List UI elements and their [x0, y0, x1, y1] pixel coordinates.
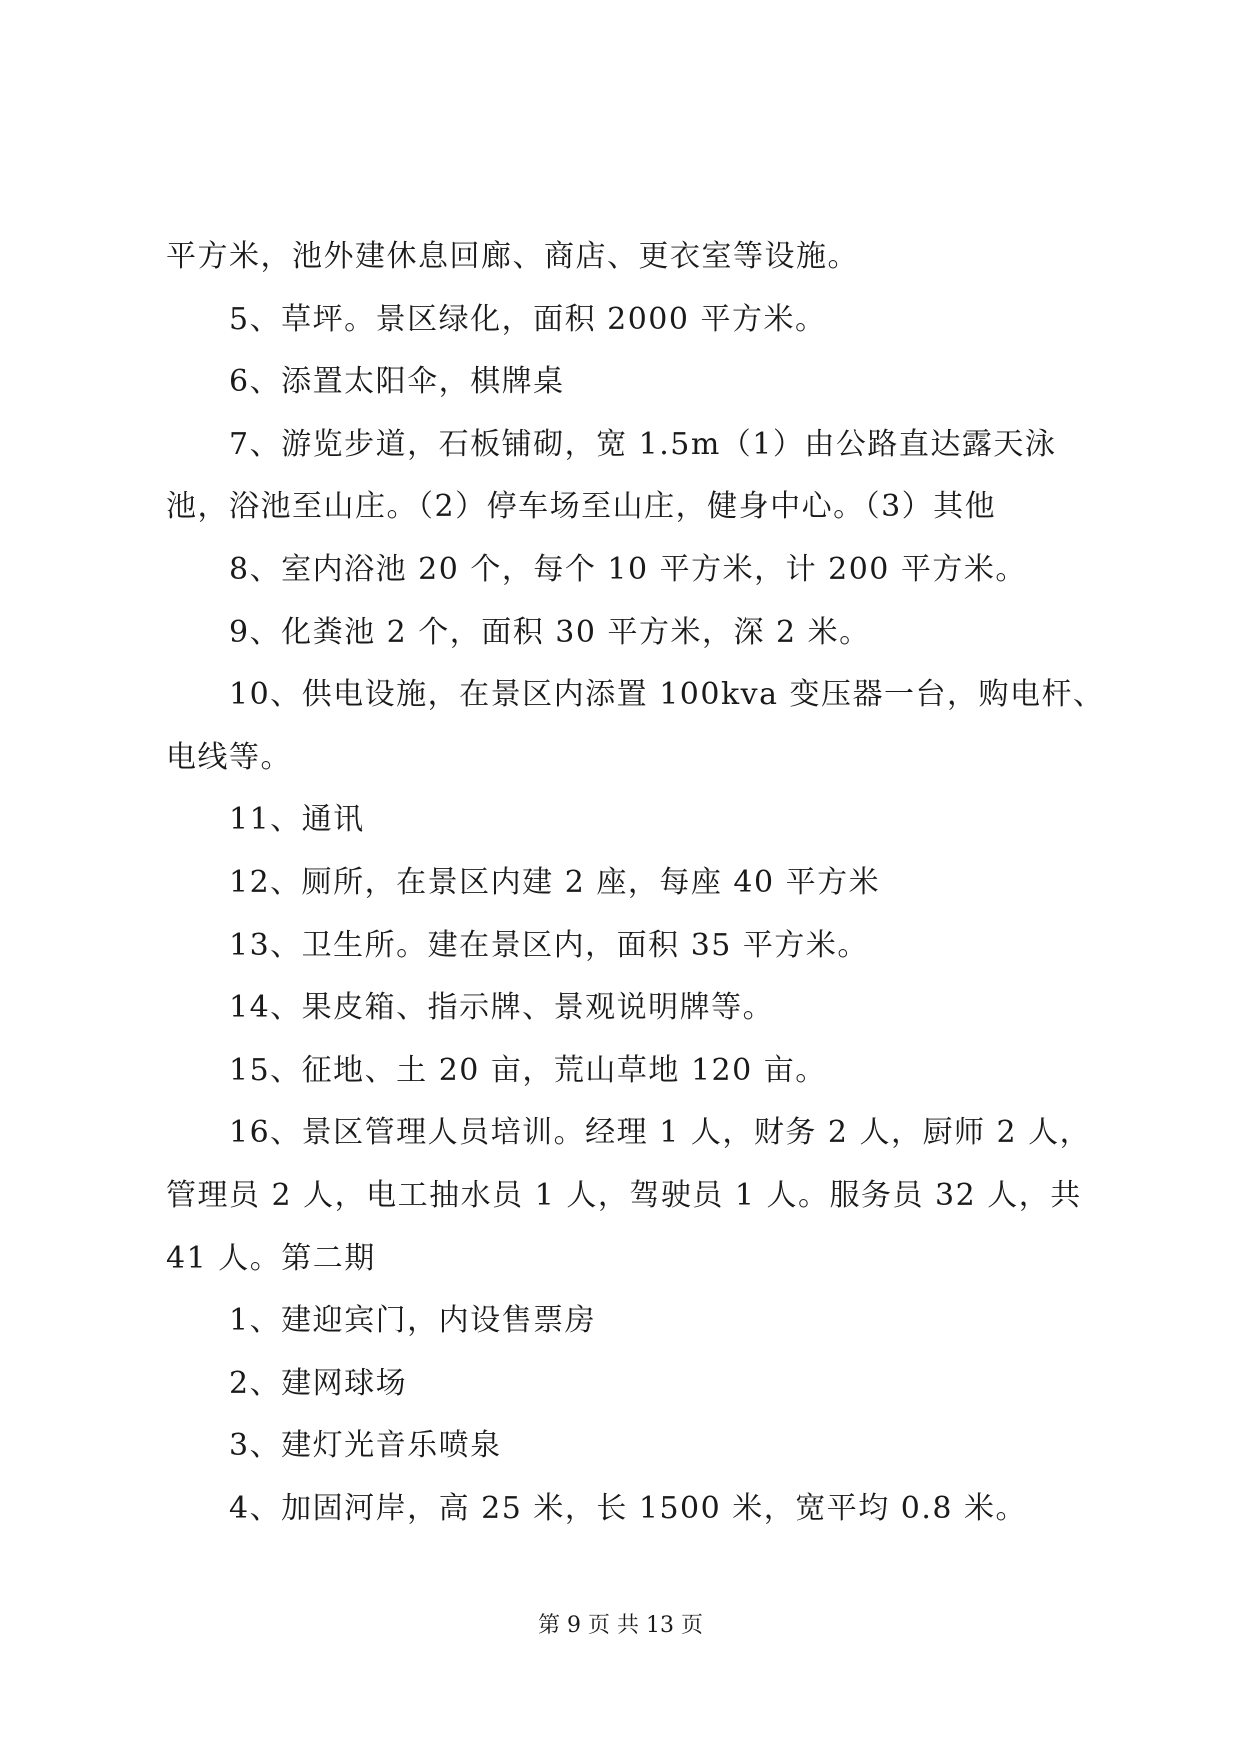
text-line: 4、加固河岸，高 25 米，长 1500 米，宽平均 0.8 米。 [229, 1490, 1028, 1526]
text-line: 池，浴池至山庄。（2）停车场至山庄，健身中心。（3）其他 [166, 489, 997, 525]
text-line: 1、建迎宾门，内设售票房 [229, 1303, 597, 1339]
text-line: 9、化粪池 2 个，面积 30 平方米，深 2 米。 [229, 614, 871, 650]
text-line: 14、果皮箱、指示牌、景观说明牌等。 [229, 990, 775, 1026]
text-line: 5、草坪。景区绿化，面积 2000 平方米。 [229, 301, 827, 337]
text-line: 12、厕所，在景区内建 2 座，每座 40 平方米 [229, 864, 881, 900]
text-line: 15、征地、土 20 亩，荒山草地 120 亩。 [229, 1052, 827, 1088]
document-body [166, 226, 1105, 1540]
text-line: 10、供电设施，在景区内添置 100kva 变压器一台，购电杆、 [229, 677, 1105, 713]
text-line: 7、游览步道，石板铺砌，宽 1.5m（1）由公路直达露天泳 [229, 426, 1057, 462]
text-line: 3、建灯光音乐喷泉 [229, 1428, 502, 1464]
text-line: 13、卫生所。建在景区内，面积 35 平方米。 [229, 927, 869, 963]
text-line: 16、景区管理人员培训。经理 1 人，财务 2 人，厨师 2 人， [229, 1115, 1092, 1151]
text-line: 管理员 2 人，电工抽水员 1 人，驾驶员 1 人。服务员 32 人，共 [166, 1177, 1082, 1213]
text-line: 11、通讯 [229, 802, 365, 838]
text-line: 6、添置太阳伞，棋牌桌 [229, 364, 565, 400]
text-line: 41 人。第二期 [166, 1240, 376, 1276]
page-footer: 第 9 页 共 13 页 [538, 1613, 703, 1638]
text-line: 8、室内浴池 20 个，每个 10 平方米，计 200 平方米。 [229, 551, 1027, 587]
text-line: 电线等。 [166, 739, 292, 775]
text-line: 2、建网球场 [229, 1365, 408, 1401]
text-line: 平方米，池外建休息回廊、商店、更衣室等设施。 [166, 239, 859, 274]
